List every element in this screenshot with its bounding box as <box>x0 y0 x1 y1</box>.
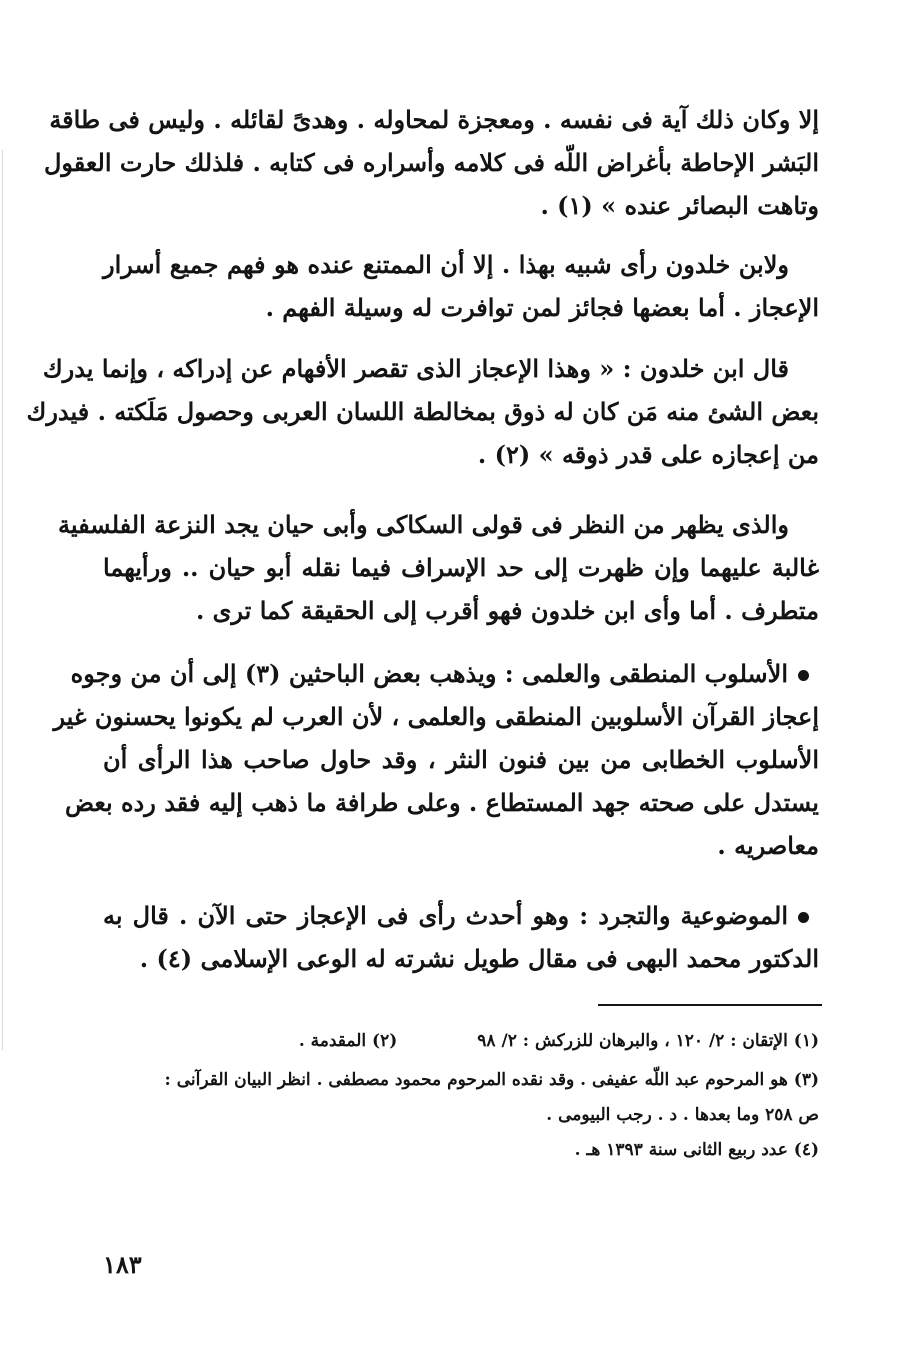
paragraph-6-bullet <box>103 894 819 980</box>
paragraph-3-line-1: قال ابن خلدون : « وهذا الإعجاز الذى تقصر الأفهام عن إدراكه ، وإنما يدرك <box>42 354 789 383</box>
paragraph-6-line-2: الدكتور محمد البهى فى مقال طويل نشرته له الوعى الإسلامى (٤) . <box>139 944 819 973</box>
paragraph-3-line-3: من إعجازه على قدر ذوقه » (٢) . <box>477 440 819 469</box>
paragraph-5-line-1 <box>70 652 819 695</box>
footnote-row-1 <box>103 1024 819 1059</box>
paragraph-1-line-2: البَشر الإحاطة بأغراض اللّه فى كلامه وأسراره فى كتابه . فلذلك حارت العقول <box>43 148 819 177</box>
paragraph-4 <box>58 503 819 632</box>
paragraph-2-line-1: ولابن خلدون رأى شبيه بهذا . إلا أن الممتنع عنده هو فهم جميع أسرار <box>103 250 789 279</box>
paragraph-1-line-3: وتاهت البصائر عنده » (١) . <box>540 191 819 220</box>
paragraph-3 <box>26 347 819 476</box>
paragraph-5-line-3: الأسلوب الخطابى من بين فنون النثر ، وقد حاول صاحب هذا الرأى أن <box>103 745 819 774</box>
paragraph-5-line-1-text: الأسلوب المنطقى والعلمى : ويذهب بعض الباحثين (٣) إلى أن من وجوه <box>70 659 788 688</box>
footnote-3-line-2: ص ٢٥٨ وما بعدها . د . رجب البيومى . <box>546 1105 819 1125</box>
footnotes <box>103 1024 819 1168</box>
page-edge-shadow <box>2 150 3 1050</box>
paragraph-1-line-1: إلا وكان ذلك آية فى نفسه . ومعجزة لمحاوله . وهدىً لقائله . وليس فى طاقة <box>49 105 819 134</box>
footnote-separator <box>598 1004 822 1006</box>
paragraph-5-line-2: إعجاز القرآن الأسلوبين المنطقى والعلمى ، لأن العرب لم يكونوا يحسنون غير <box>53 702 819 731</box>
paragraph-4-line-3: متطرف . أما وأى ابن خلدون فهو أقرب إلى الحقيقة كما ترى . <box>195 596 819 625</box>
paragraph-2-line-2: الإعجاز . أما بعضها فجائز لمن توافرت له وسيلة الفهم . <box>265 293 819 322</box>
footnote-2: (٢) المقدمة . <box>298 1031 398 1051</box>
paragraph-4-line-2: غالبة عليهما وإن ظهرت إلى حد الإسراف فيما نقله أبو حيان .. ورأيهما <box>103 553 819 582</box>
paragraph-4-line-1: والذى يظهر من النظر فى قولى السكاكى وأبى حيان يجد النزعة الفلسفية <box>58 510 789 539</box>
footnote-4: (٤) عدد ربيع الثانى سنة ١٣٩٣ هـ . <box>574 1140 819 1160</box>
paragraph-1 <box>43 98 819 227</box>
paragraph-5-line-4: يستدل على صحته جهد المستطاع . وعلى طرافة ما ذهب إليه فقد رده بعض <box>64 788 819 817</box>
paragraph-3-line-2: بعض الشئ منه مَن كان له ذوق بمخالطة اللسان العربى وحصول مَلَكته . فيدرك <box>26 397 819 426</box>
footnote-3-line-1: (٣) هو المرحوم عبد اللّه عفيفى . وقد نقده المرحوم محمود مصطفى . انظر البيان القرآنى : <box>164 1070 819 1090</box>
footnote-1: (١) الإتقان : ٢/ ١٢٠ ، والبرهان للزركش : ٢/ ٩٨ <box>477 1031 819 1051</box>
bullet-icon <box>798 670 809 681</box>
page-number: ١٨٣ <box>103 1250 142 1279</box>
bullet-icon <box>798 912 809 923</box>
paragraph-5-bullet <box>53 652 819 867</box>
paragraph-6-line-1-text: الموضوعية والتجرد : وهو أحدث رأى فى الإعجاز حتى الآن . قال به <box>103 901 788 930</box>
paragraph-6-line-1 <box>103 894 819 937</box>
paragraph-2 <box>103 243 819 329</box>
paragraph-5-line-5: معاصريه . <box>717 831 819 860</box>
